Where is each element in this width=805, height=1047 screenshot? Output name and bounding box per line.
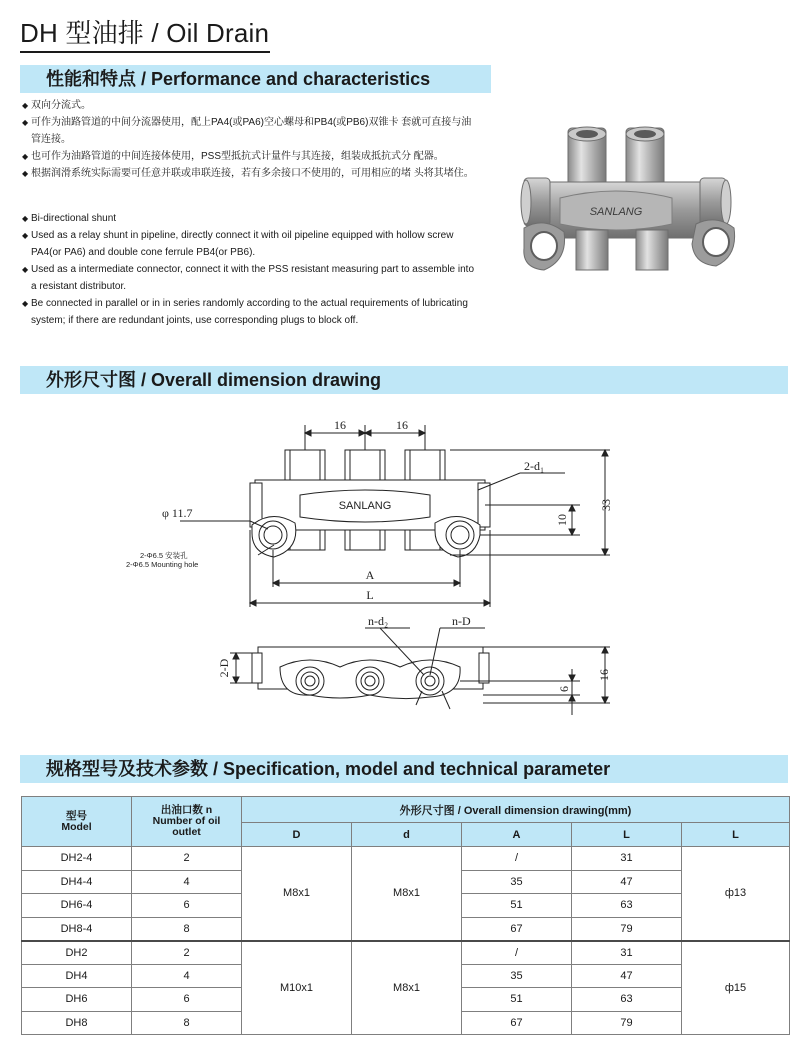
dimension-drawing [126, 405, 620, 725]
cell-L: 79 [572, 1011, 682, 1035]
feature-list-chinese [22, 97, 477, 182]
cell-L: 63 [572, 894, 682, 918]
cell-L: 47 [572, 964, 682, 988]
front-view [252, 647, 489, 699]
cell-D: M8x1 [242, 847, 352, 941]
cell-d: M8x1 [352, 941, 462, 1035]
header-col-d: d [352, 823, 462, 847]
cell-A: / [462, 847, 572, 871]
cell-A: 35 [462, 964, 572, 988]
cell-L: 31 [572, 941, 682, 965]
cell-L-dia: ф13 [682, 847, 790, 941]
cell-A: 67 [462, 1011, 572, 1035]
cell-model: DH6 [22, 988, 132, 1012]
cell-outlet: 8 [132, 1011, 242, 1035]
dim-six: 6 [557, 686, 571, 692]
dim-l: L [366, 588, 374, 602]
header-col-L-dia: L [682, 823, 790, 847]
dim-hole-center: 10 [555, 514, 569, 526]
dim-height: 33 [599, 499, 613, 511]
header-dimension: 外形尺寸图 / Overall dimension drawing(mm) [242, 797, 790, 823]
section-header-spec: 规格型号及技术参数 / Specification, model and technical parameter [20, 755, 788, 783]
cell-model: DH8 [22, 1011, 132, 1035]
photo-brand-text: SANLANG [589, 206, 643, 218]
dim-diameter: φ 11.7 [162, 506, 193, 520]
header-outlet: 出油口数 n Number of oil outlet [132, 797, 242, 847]
product-photo [520, 120, 740, 295]
cell-model: DH8-4 [22, 917, 132, 941]
cell-L: 47 [572, 870, 682, 894]
feature-item: ◆ 双向分流式。 [22, 97, 477, 114]
feature-item: ◆ Used as a intermediate connector, connect it with the PSS resistant measuring part to assemble into a resistant distributor. [22, 261, 477, 295]
feature-item: ◆ 可作为油路管道的中间分流器使用，配上PA4(或PA6)空心螺母和PB4(或PB6)双锥卡 套就可直接与油管连接。 [22, 114, 477, 148]
cell-model: DH2-4 [22, 847, 132, 871]
dim-port-label: 2-d₁ [524, 459, 545, 473]
cell-A: 35 [462, 870, 572, 894]
header-col-L: L [572, 823, 682, 847]
cell-outlet: 2 [132, 941, 242, 965]
dim-a: A [365, 568, 375, 582]
cell-model: DH2 [22, 941, 132, 965]
section-header-dimension: 外形尺寸图 / Overall dimension drawing [20, 366, 788, 394]
mounting-hole-note-cn: 2-Φ6.5 安装孔 [140, 551, 188, 560]
top-view [250, 450, 490, 557]
cell-A: 67 [462, 917, 572, 941]
cell-D: M10x1 [242, 941, 352, 1035]
feature-list-english [22, 210, 477, 329]
drawing-brand-text: SANLANG [338, 500, 392, 512]
cell-model: DH4-4 [22, 870, 132, 894]
cell-A: 51 [462, 894, 572, 918]
feature-item: ◆ Bi-directional shunt [22, 210, 477, 227]
dim-nd: n-D [452, 614, 471, 628]
cell-A: 51 [462, 988, 572, 1012]
dim-2d: 2-D [217, 658, 231, 678]
cell-L: 63 [572, 988, 682, 1012]
feature-item: ◆ Be connected in parallel or in in series randomly according to the actual requirements of lubricating system; if there are redundant joints, use corresponding plugs to block off. [22, 295, 477, 329]
page-title: DH 型油排 / Oil Drain [20, 18, 270, 48]
table-row [22, 941, 790, 965]
title-underline [20, 51, 270, 53]
spec-table [21, 796, 790, 1035]
cell-outlet: 2 [132, 847, 242, 871]
header-col-A: A [462, 823, 572, 847]
cell-model: DH6-4 [22, 894, 132, 918]
cell-model: DH4 [22, 964, 132, 988]
dim-pitch-right: 16 [396, 418, 408, 432]
feature-item: ◆ Used as a relay shunt in pipeline, directly connect it with oil pipeline equipped with hollow screw PA4(or PA6) and double cone ferrule PB4(or PB6). [22, 227, 477, 261]
cell-outlet: 6 [132, 894, 242, 918]
section-header-performance: 性能和特点 / Performance and characteristics [20, 65, 491, 93]
cell-L: 31 [572, 847, 682, 871]
cell-A: / [462, 941, 572, 965]
cell-L-dia: ф15 [682, 941, 790, 1035]
cell-L: 79 [572, 917, 682, 941]
cell-outlet: 6 [132, 988, 242, 1012]
cell-d: M8x1 [352, 847, 462, 941]
dim-depth: 16 [597, 669, 611, 681]
dim-pitch-left: 16 [334, 418, 346, 432]
header-model: 型号 Model [22, 797, 132, 847]
feature-item: ◆ 根据润滑系统实际需要可任意并联或串联连接，若有多余接口不使用的，可用相应的堵 头将其堵住。 [22, 165, 477, 182]
mounting-hole-note-en: 2-Φ6.5 Mounting hole [126, 560, 199, 569]
header-col-D: D [242, 823, 352, 847]
cell-outlet: 4 [132, 964, 242, 988]
feature-item: ◆ 也可作为油路管道的中间连接体使用，PSS型抵抗式计量件与其连接，组装成抵抗式分 配器。 [22, 148, 477, 165]
table-row [22, 847, 790, 871]
cell-outlet: 4 [132, 870, 242, 894]
dim-nd2: n-d₂ [368, 614, 389, 628]
cell-outlet: 8 [132, 917, 242, 941]
